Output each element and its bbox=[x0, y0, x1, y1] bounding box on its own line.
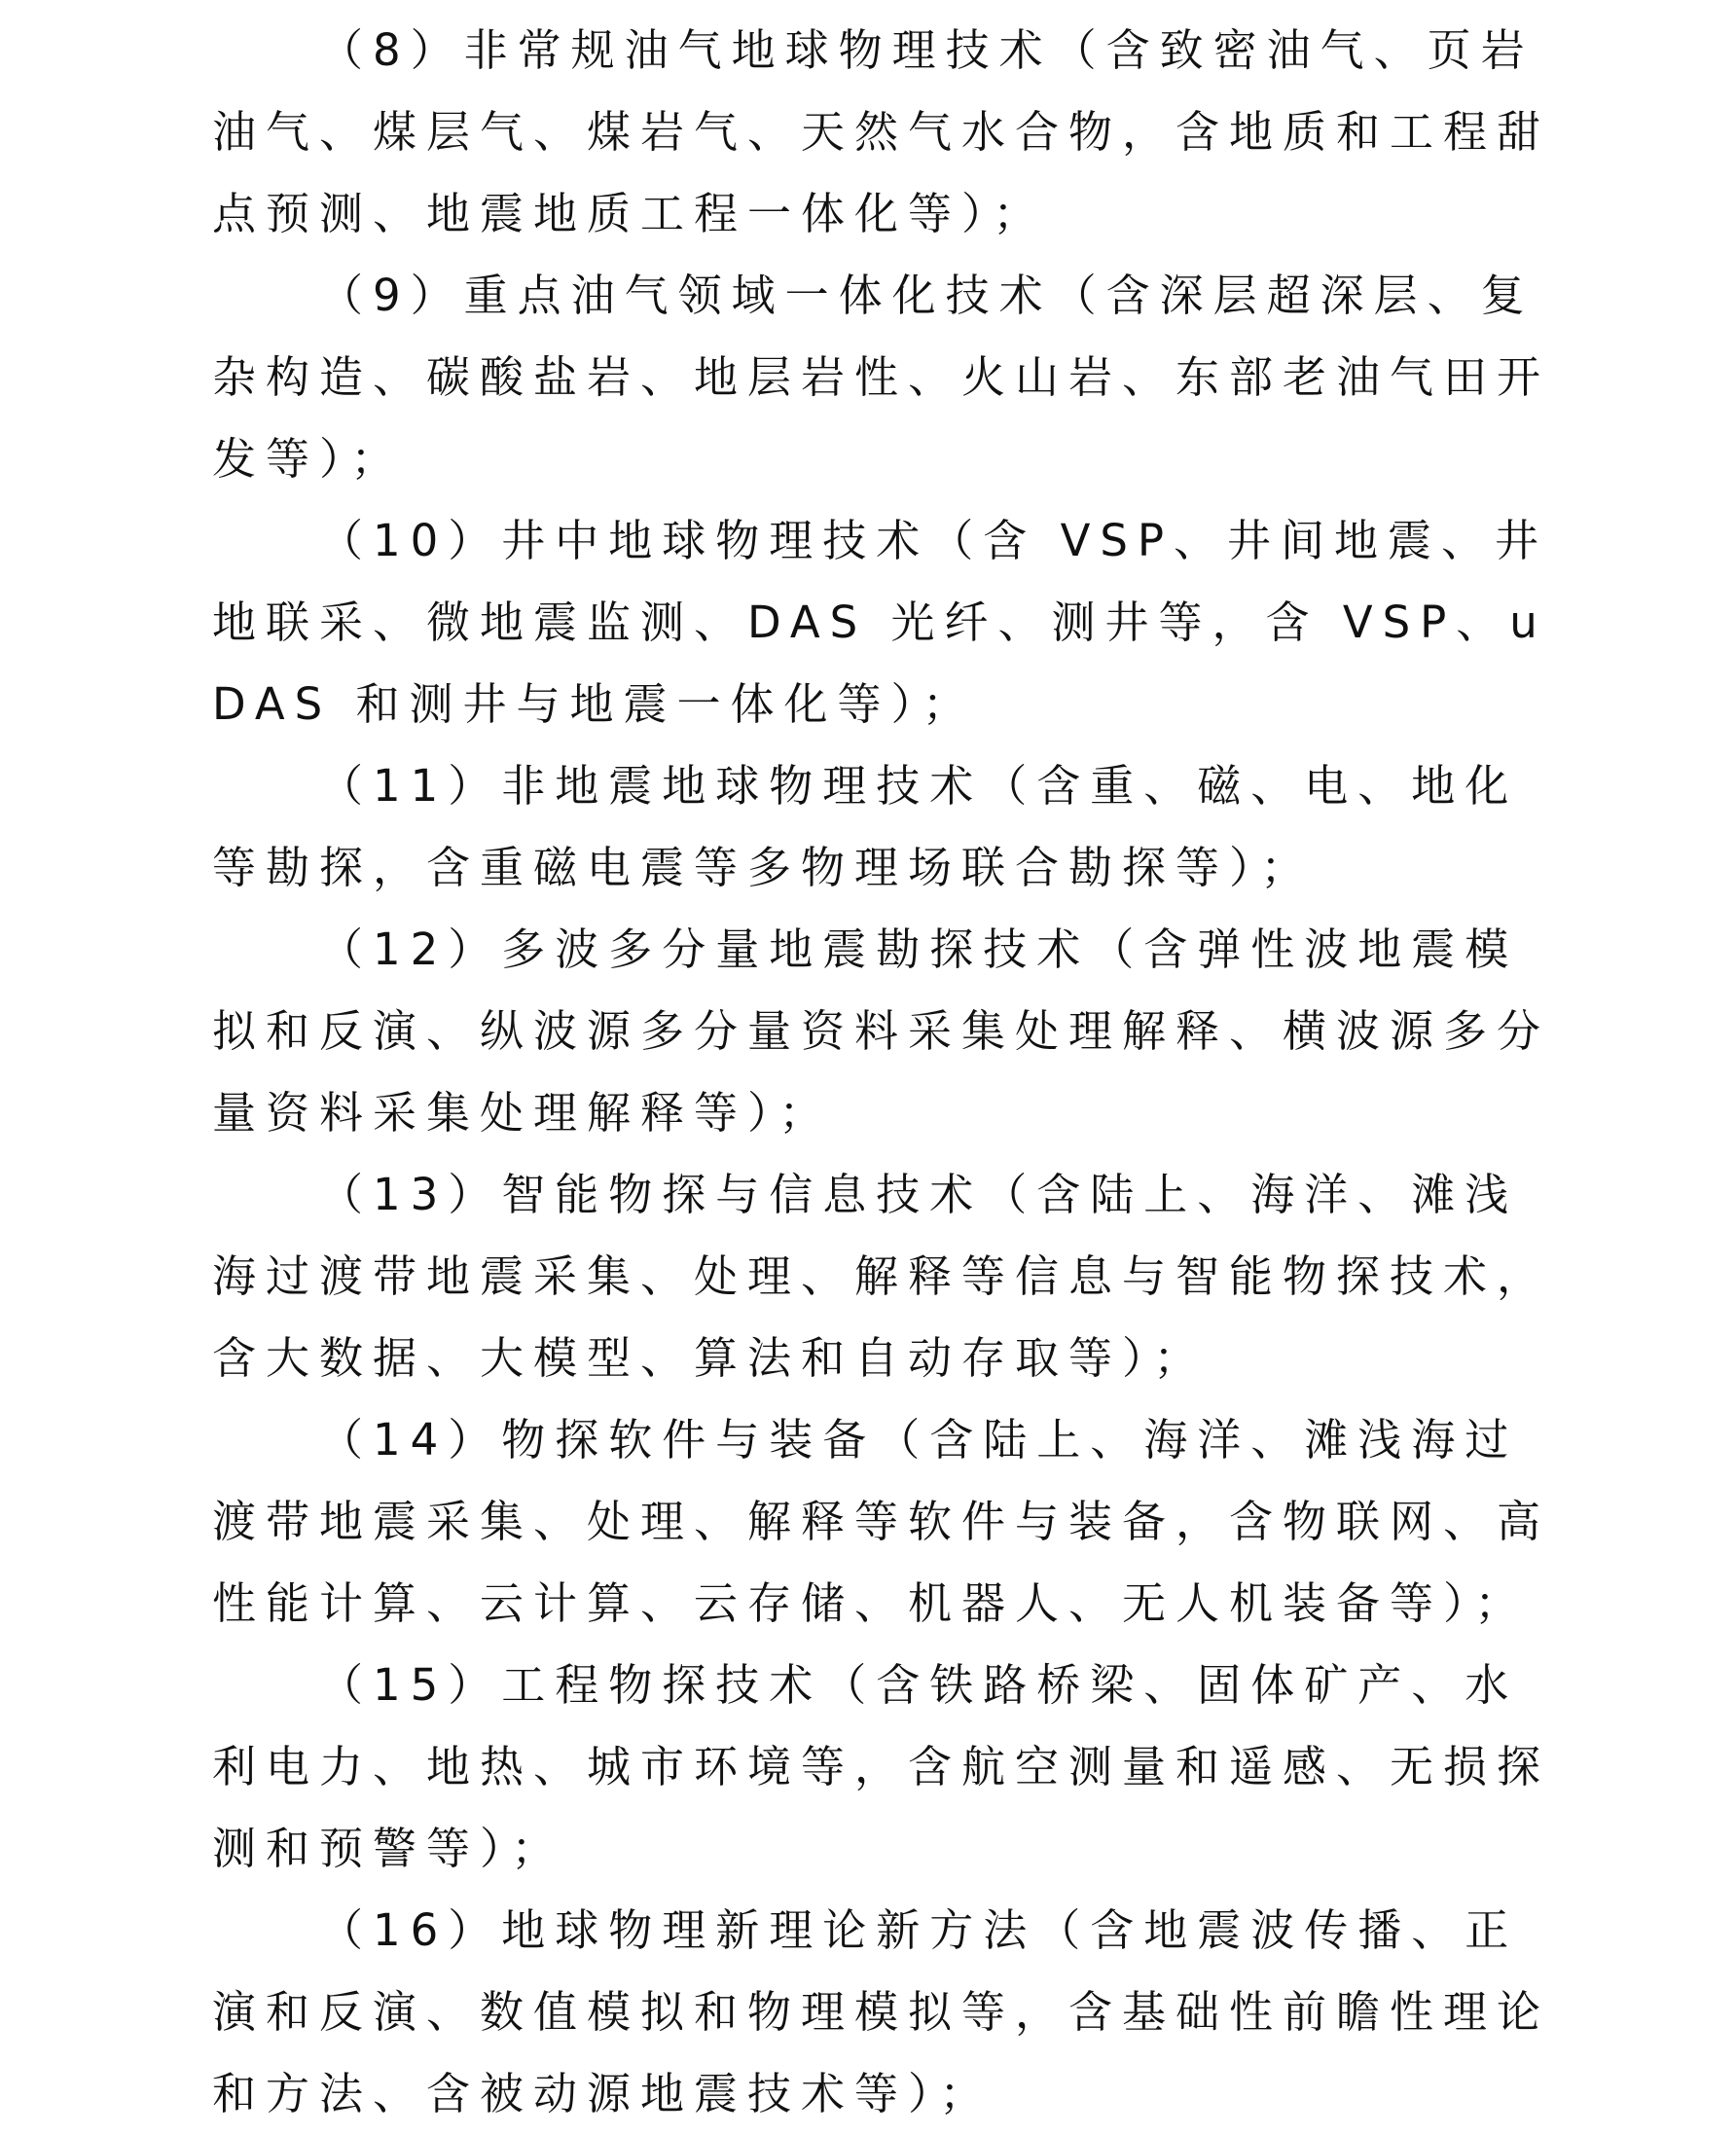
document-page bbox=[212, 10, 1555, 2135]
list-item-16: （16）地球物理新理论新方法（含地震波传播、正演和反演、数值模拟和物理模拟等，含基础性前瞻性理论和方法、含被动源地震技术等）； bbox=[212, 1904, 1551, 2119]
list-item-10: （10）井中地球物理技术（含 VSP、井间地震、井地联采、微地震监测、DAS 光纤、测井等，含 VSP、uDAS 和测井与地震一体化等）； bbox=[212, 515, 1549, 730]
list-item-13: （13）智能物探与信息技术（含陆上、海洋、滩浅海过渡带地震采集、处理、解释等信息与智能物探技术，含大数据、大模型、算法和自动存取等）； bbox=[212, 1169, 1551, 1384]
list-item-15: （15）工程物探技术（含铁路桥梁、固体矿产、水利电力、地热、城市环境等，含航空测量和遥感、无损探测和预警等）； bbox=[212, 1659, 1551, 1874]
list-item-11: （11）非地震地球物理技术（含重、磁、电、地化等勘探，含重磁电震等多物理场联合勘探等）； bbox=[212, 760, 1519, 893]
list-item-14: （14）物探软件与装备（含陆上、海洋、滩浅海过渡带地震采集、处理、解释等软件与装备，含物联网、高性能计算、云计算、云存储、机器人、无人机装备等）； bbox=[212, 1414, 1551, 1629]
list-item-12: （12）多波多分量地震勘探技术（含弹性波地震模拟和反演、纵波源多分量资料采集处理解释、横波源多分量资料采集处理解释等）； bbox=[212, 923, 1551, 1139]
list-item-9: （9）重点油气领域一体化技术（含深层超深层、复杂构造、碳酸盐岩、地层岩性、火山岩、东部老油气田开发等）； bbox=[212, 270, 1551, 485]
list-item-8: （8）非常规油气地球物理技术（含致密油气、页岩油气、煤层气、煤岩气、天然气水合物，含地质和工程甜点预测、地震地质工程一体化等）； bbox=[212, 24, 1551, 239]
